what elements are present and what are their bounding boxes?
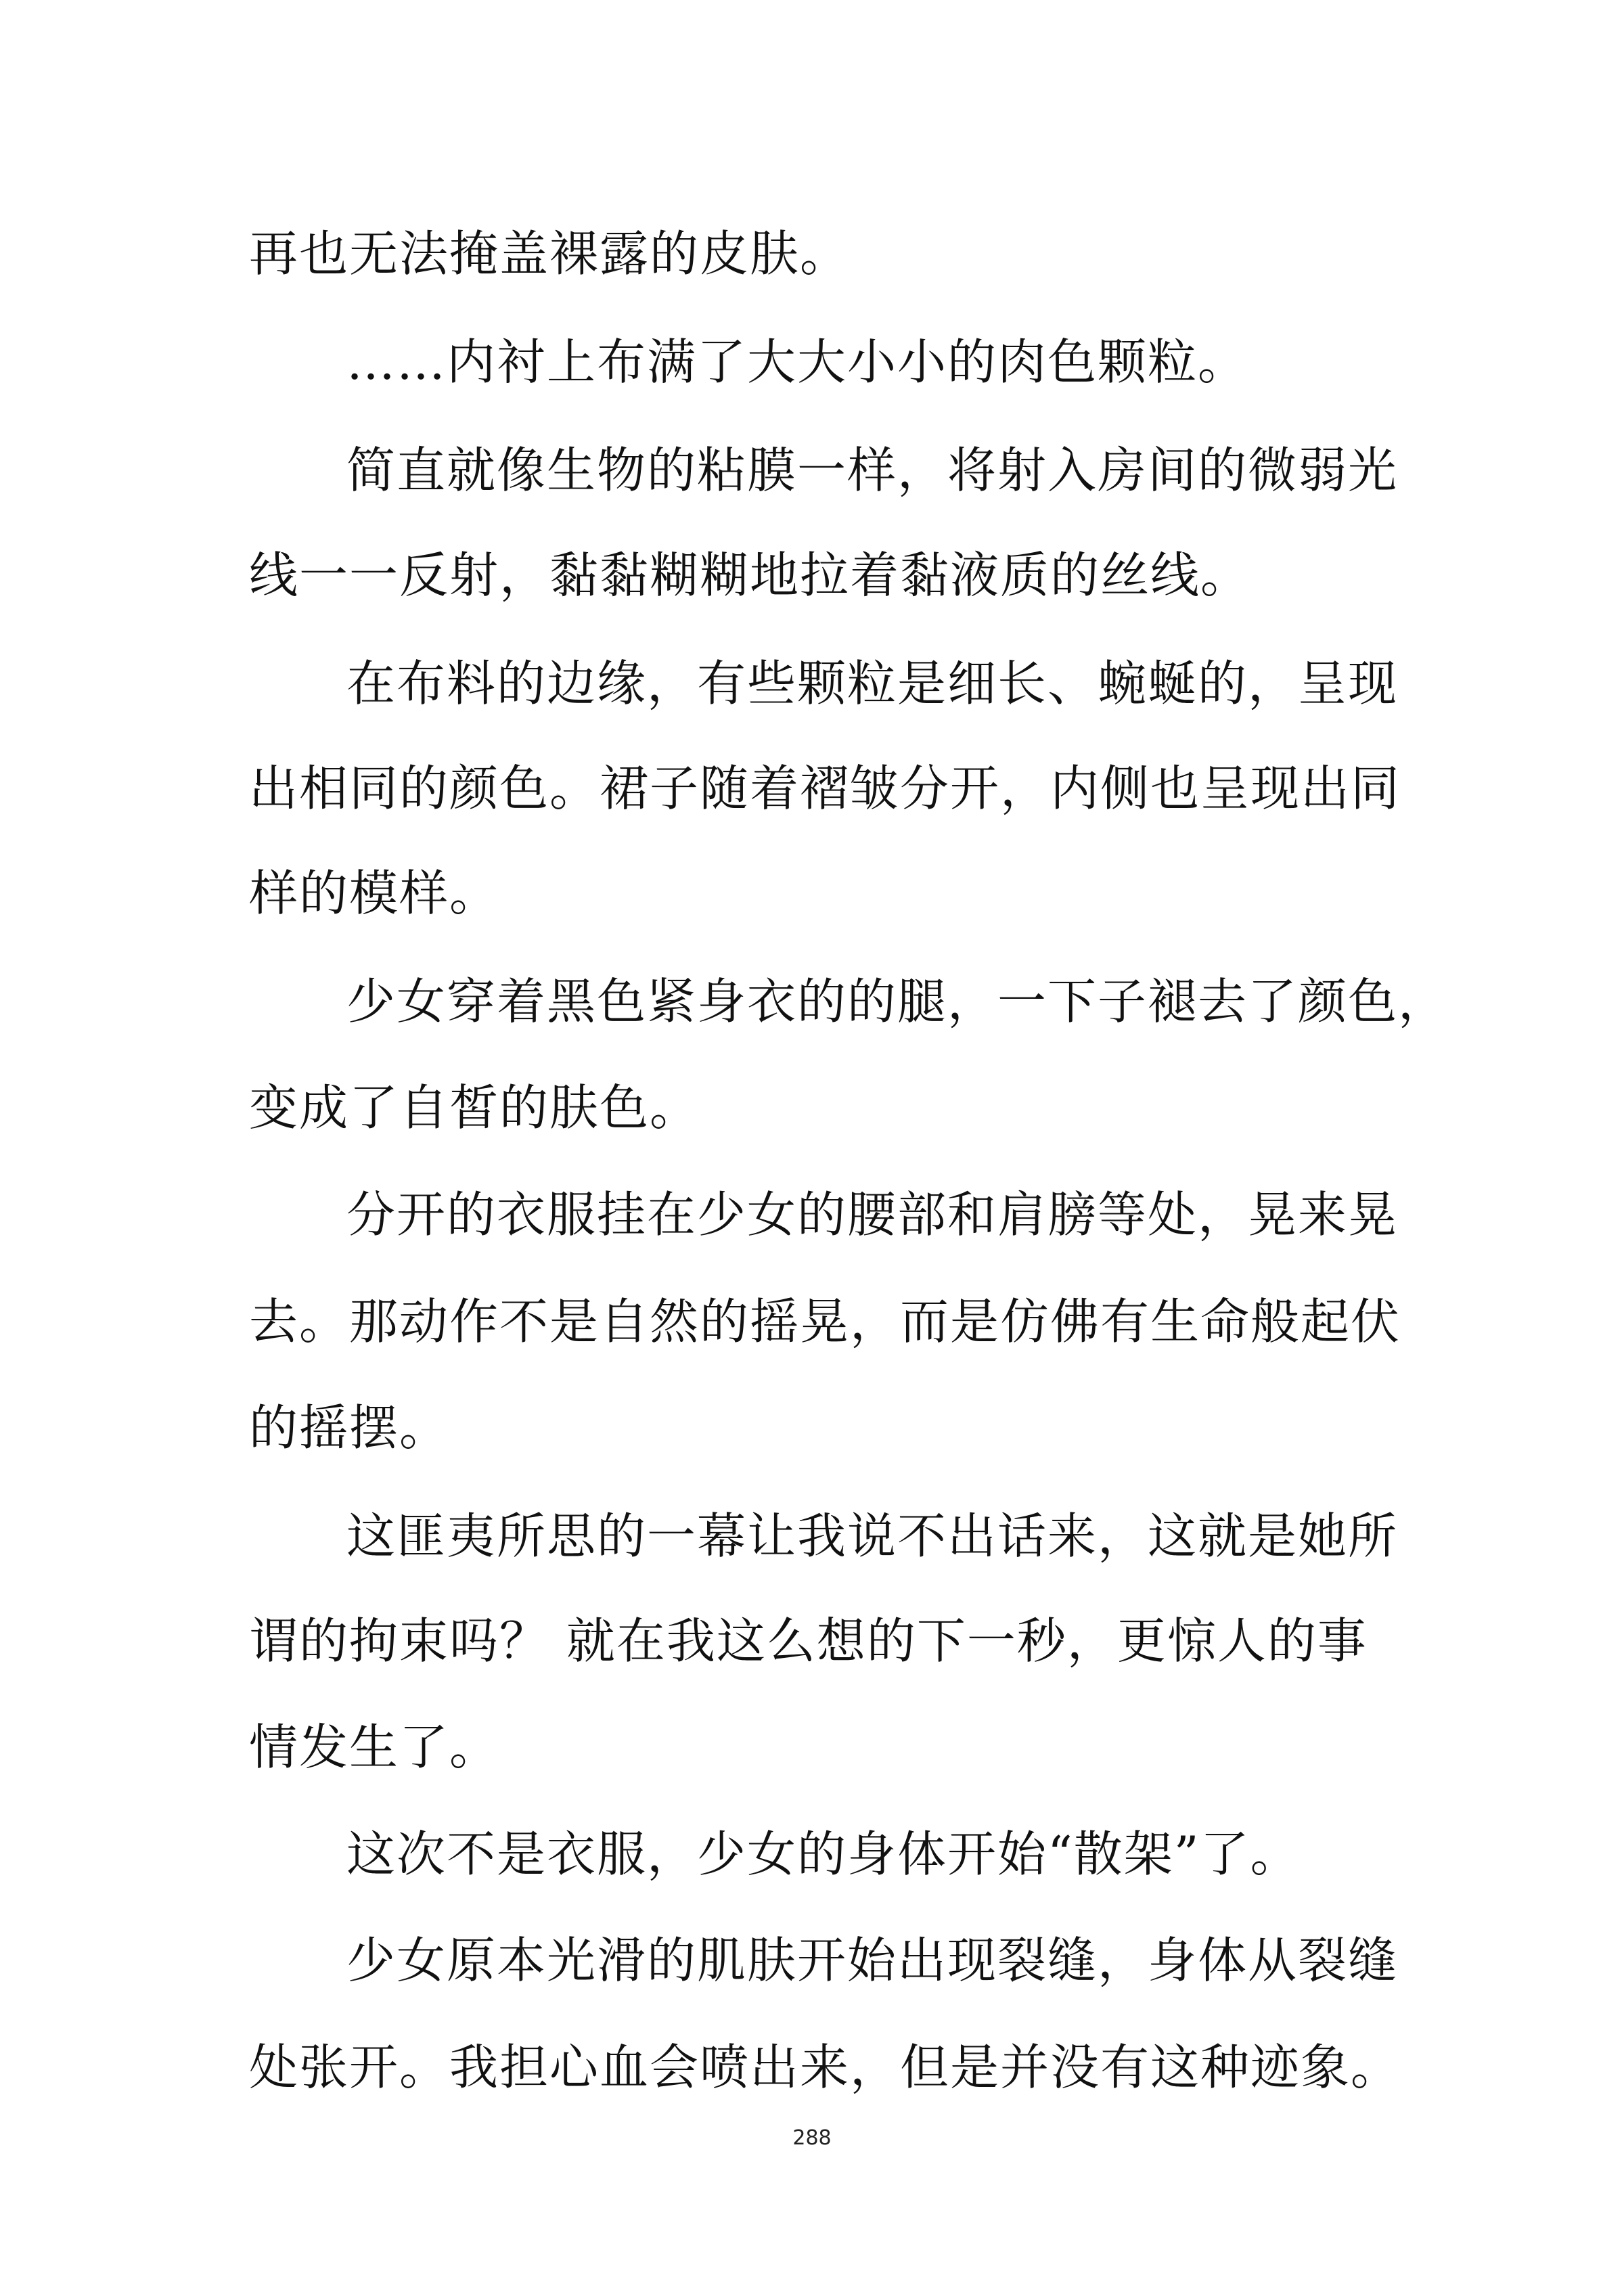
text-line: 样的模样。 [249,865,500,922]
text-line: 谓的拘束吗？ 就在我这么想的下一秒，更惊人的事 [249,1613,1368,1669]
page-number: 288 [792,2126,832,2150]
text-line: 情发生了。 [249,1719,500,1776]
text-line: 出相同的颜色。裙子随着褶皱分开，内侧也呈现出同 [249,760,1401,817]
text-line: 分开的衣服挂在少女的腰部和肩膀等处，晃来晃 [346,1186,1399,1243]
text-line: 的摇摆。 [249,1399,450,1456]
text-line: 变成了自皙的肤色。 [249,1079,700,1136]
text-line: 这次不是衣服，少女的身体开始“散架”了。 [346,1826,1301,1883]
text-line: 线一一反射，黏黏糊糊地拉着黏液质的丝线。 [249,547,1251,604]
text-line: 少女穿着黑色紧身衣的的腿，一下子褪去了颜色， [346,973,1449,1030]
text-line: 这匪夷所思的一幕让我说不出话来，这就是她所 [346,1508,1399,1565]
text-line: 在布料的边缘，有些颗粒是细长、蜿蜒的，呈现 [346,655,1399,712]
text-line: 简直就像生物的粘膜一样，将射入房间的微弱光 [346,442,1399,499]
text-line: 去。那动作不是自然的摇晃，而是仿佛有生命般起伏 [249,1293,1401,1350]
text-line: ……内衬上布满了大大小小的肉色颗粒。 [346,334,1248,390]
text-line: 处张开。我担心血会喷出来，但是并没有这种迹象。 [249,2039,1401,2096]
text-line: 少女原本光滑的肌肤开始出现裂缝，身体从裂缝 [346,1932,1399,1989]
text-line: 再也无法掩盖裸露的皮肤。 [249,225,851,282]
